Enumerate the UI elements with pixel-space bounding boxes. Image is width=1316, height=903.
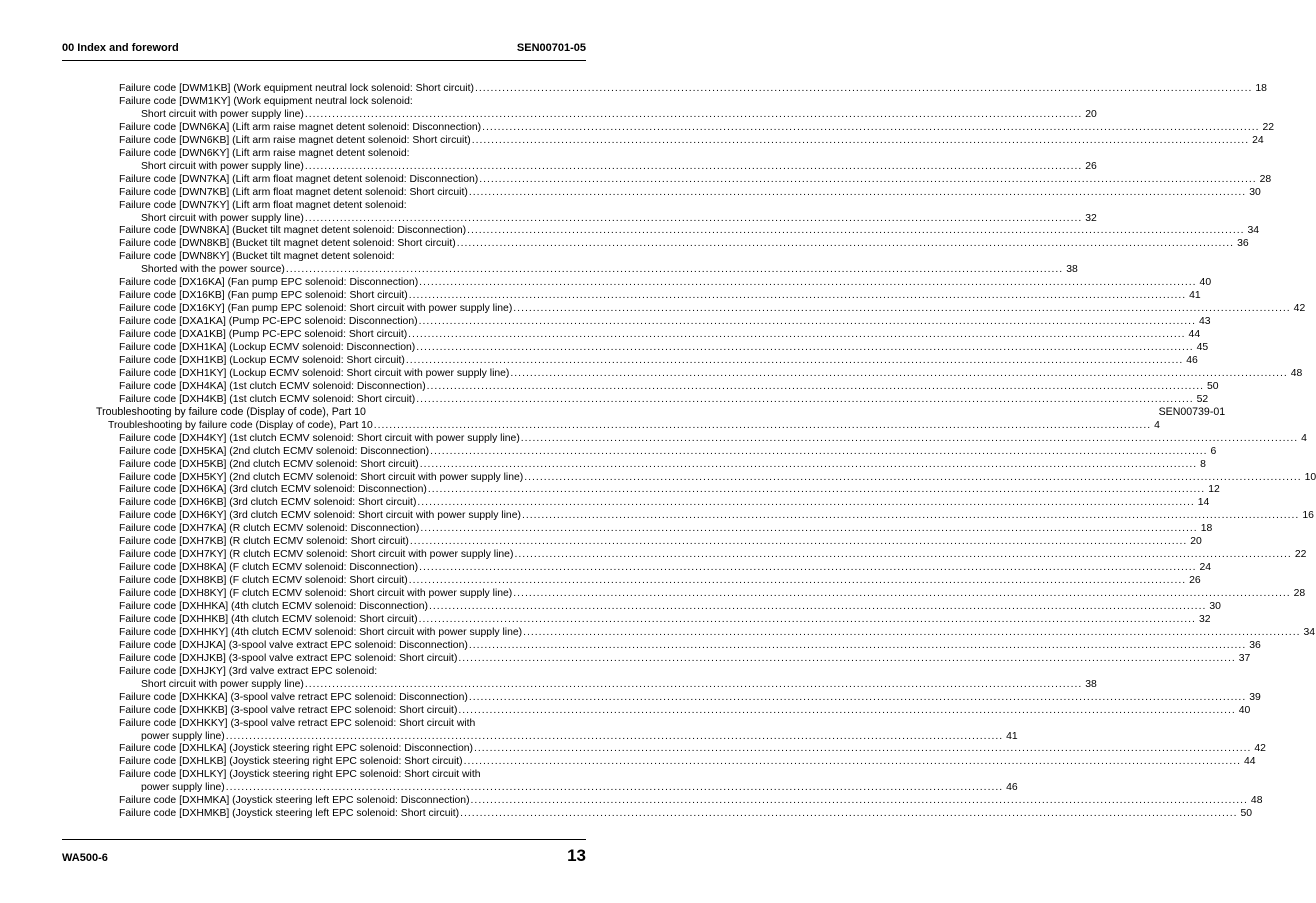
toc-page-number: 28	[1259, 173, 1272, 185]
toc-entry	[141, 263, 1078, 276]
toc-entry	[119, 717, 571, 730]
toc-leader-dots: ........................................................................................................................................................................................................	[405, 354, 1184, 366]
toc-leader-dots: ........................................................................................................................................................................................................	[304, 212, 1083, 224]
toc-leader-dots: ........................................................................................................................................................................................................	[225, 782, 1004, 794]
toc-entry-title: Failure code [DXH8KA] (F clutch ECMV solenoid: Disconnection)	[119, 562, 419, 574]
toc-page-number: 44	[1188, 329, 1201, 341]
toc-leader-dots: ........................................................................................................................................................................................................	[408, 290, 1187, 302]
footer-rule	[62, 839, 586, 840]
toc-leader-dots: ........................................................................................................................................................................................................	[474, 83, 1253, 94]
toc-leader-dots: ........................................................................................................................................................................................................	[428, 601, 1207, 612]
toc-entry-title: Failure code [DX16KA] (Fan pump EPC solenoid: Disconnection)	[119, 277, 419, 289]
toc-leader-dots: ........................................................................................................................................................................................................	[463, 756, 1241, 768]
toc-leader-dots: ........................................................................................................................................................................................................	[458, 652, 1236, 664]
toc-page-number: 50	[1207, 380, 1219, 392]
toc-entry	[119, 626, 1316, 639]
toc-page-number: 30	[1209, 601, 1221, 612]
toc-leader-dots: ........................................................................................................................................................................................................	[409, 536, 1188, 548]
toc-leader-dots: ........................................................................................................................................................................................................	[510, 367, 1288, 379]
toc-leader-dots: ........................................................................................................................................................................................................	[514, 549, 1292, 561]
toc-entry-title: Failure code [DXH7KY] (R clutch ECMV solenoid: Short circuit with power supply line)	[119, 549, 514, 561]
toc-leader-dots: ........................................................................................................................................................................................................	[418, 613, 1196, 625]
toc-entry-title: power supply line)	[141, 730, 225, 742]
toc-entry-title: Failure code [DXH8KY] (F clutch ECMV solenoid: Short circuit with power supply line)	[119, 588, 513, 600]
toc-entry	[119, 561, 1212, 574]
toc-entry	[119, 458, 1206, 471]
toc-leader-dots: ........................................................................................................................................................................................................	[521, 510, 1300, 522]
toc-entry-title: Failure code [DWN6KB] (Lift arm raise magnet detent solenoid: Short circuit)	[119, 134, 471, 146]
toc-entry-title: Failure code [DXH5KY] (2nd clutch ECMV solenoid: Short circuit with power supply line)	[119, 471, 524, 483]
toc-entry	[119, 393, 1209, 406]
toc-leader-dots: ........................................................................................................................................................................................................	[304, 678, 1083, 690]
toc-entry-title: Failure code [DXHMKA] (Joystick steering left EPC solenoid: Disconnection)	[119, 795, 470, 807]
toc-entry-title: Failure code [DXHKKA] (3-spool valve retract EPC solenoid: Disconnection)	[119, 691, 468, 703]
toc-entry-title: Failure code [DX16KY] (Fan pump EPC solenoid: Short circuit with power supply line)	[119, 303, 513, 315]
toc-entry-title: Failure code [DWN7KY] (Lift arm float magnet detent solenoid:	[119, 199, 407, 211]
toc-entry	[108, 419, 1160, 432]
footer-model: WA500-6	[62, 852, 108, 864]
toc-entry	[119, 237, 1249, 250]
toc-entry-title: Failure code [DWN6KY] (Lift arm raise magnet detent solenoid:	[119, 147, 410, 159]
toc-page-number: 26	[1189, 575, 1201, 587]
toc-leader-dots: ........................................................................................................................................................................................................	[416, 393, 1194, 405]
toc-entry-title: Failure code [DXHKKY] (3-spool valve retract EPC solenoid: Short circuit with	[119, 717, 476, 729]
toc-entry-title: Failure code [DXH6KB] (3rd clutch ECMV solenoid: Short circuit)	[119, 497, 417, 509]
toc-leader-dots: ........................................................................................................................................................................................................	[482, 121, 1260, 133]
toc-entry	[119, 289, 1201, 302]
toc-leader-dots: ........................................................................................................................................................................................................	[304, 160, 1083, 172]
toc-entry	[119, 432, 1307, 445]
toc-page-number: 46	[1186, 354, 1198, 366]
toc-leader-dots: ........................................................................................................................................................................................................	[416, 342, 1194, 353]
toc-leader-dots: ........................................................................................................................................................................................................	[373, 419, 1152, 431]
toc-leader-dots: ........................................................................................................................................................................................................	[456, 238, 1235, 250]
toc-page-number: 26	[1085, 160, 1097, 172]
toc-leader-dots: ........................................................................................................................................................................................................	[479, 173, 1257, 185]
toc-leader-dots: ........................................................................................................................................................................................................	[523, 626, 1301, 638]
toc-page-number: 39	[1249, 691, 1261, 703]
toc-page-number: 36	[1249, 639, 1261, 651]
toc-entry-title: Failure code [DXHHKB] (4th clutch ECMV solenoid: Short circuit)	[119, 613, 418, 625]
toc-entry-title: Shorted with the power source)	[141, 264, 285, 276]
toc-entry-title: Short circuit with power supply line)	[141, 160, 304, 172]
toc-page-number: 30	[1249, 186, 1261, 198]
toc-entry-title: Failure code [DXHHKY] (4th clutch ECMV solenoid: Short circuit with power supply line)	[119, 626, 523, 638]
toc-page-number: 42	[1293, 303, 1306, 315]
toc-entry-title: Failure code [DWN8KB] (Bucket tilt magnet detent solenoid: Short circuit)	[119, 238, 456, 250]
toc-entry	[119, 134, 1264, 147]
toc-entry	[119, 639, 1261, 652]
toc-leader-dots: ........................................................................................................................................................................................................	[520, 432, 1299, 444]
toc-entry-title: Failure code [DXH8KB] (F clutch ECMV solenoid: Short circuit)	[119, 575, 408, 587]
toc-entry	[119, 224, 1260, 237]
toc-entry-title: Failure code [DXHKKB] (3-spool valve retract EPC solenoid: Short circuit)	[119, 704, 458, 716]
toc-page-number: 22	[1294, 549, 1307, 561]
toc-entry-title: Short circuit with power supply line)	[141, 212, 304, 224]
header-section-title: 00 Index and foreword	[62, 42, 179, 54]
toc-entry-title: Failure code [DXHLKB] (Joystick steering right EPC solenoid: Short circuit)	[119, 756, 463, 768]
toc-entry	[119, 147, 571, 160]
toc-entry	[119, 173, 1272, 186]
toc-entry	[119, 535, 1202, 548]
toc-page-number: 32	[1198, 613, 1211, 625]
toc-entry-title: Short circuit with power supply line)	[141, 678, 304, 690]
toc-page-number: 36	[1237, 238, 1249, 250]
toc-entry	[119, 807, 1253, 820]
toc-entry-title: Failure code [DXH1KB] (Lockup ECMV solenoid: Short circuit)	[119, 354, 405, 366]
toc-page-number: 38	[1085, 678, 1097, 690]
toc-entry	[119, 95, 571, 108]
toc-page-number: 12	[1208, 484, 1220, 496]
toc-leader-dots: ........................................................................................................................................................................................................	[225, 730, 1004, 742]
toc-leader-dots: ........................................................................................................................................................................................................	[417, 497, 1195, 509]
toc-leader-dots: ........................................................................................................................................................................................................	[430, 445, 1208, 457]
toc-page-number: 37	[1238, 652, 1251, 664]
toc-page-number: 8	[1200, 458, 1206, 470]
toc-entry	[119, 445, 1217, 458]
toc-leader-dots: ........................................................................................................................................................................................................	[419, 277, 1197, 289]
toc-page-number: 34	[1247, 225, 1260, 237]
toc-entry	[141, 212, 1097, 225]
toc-entry-title: Failure code [DXHJKA] (3-spool valve extract EPC solenoid: Disconnection)	[119, 639, 468, 651]
toc-entry	[119, 276, 1212, 289]
toc-entry	[119, 691, 1261, 704]
toc-entry-title: Failure code [DXH4KY] (1st clutch ECMV solenoid: Short circuit with power supply line)	[119, 432, 520, 444]
toc-leader-dots: ........................................................................................................................................................................................................	[426, 380, 1205, 392]
toc-entry	[119, 186, 1261, 199]
toc-entry	[119, 483, 1220, 496]
toc-entry	[119, 367, 1303, 380]
toc-entry	[141, 108, 1097, 121]
toc-entry	[119, 380, 1219, 393]
toc-part-heading	[96, 405, 1226, 419]
page-number: 13	[567, 846, 586, 865]
toc-entry-title: Failure code [DXH7KB] (R clutch ECMV solenoid: Short circuit)	[119, 536, 409, 548]
toc-entry	[119, 665, 571, 678]
toc-entry	[119, 509, 1314, 522]
toc-page-number: 48	[1250, 795, 1263, 807]
toc-page-number: 43	[1198, 316, 1211, 328]
toc-entry	[119, 121, 1275, 134]
toc-entry-title: Failure code [DXH6KA] (3rd clutch ECMV solenoid: Disconnection)	[119, 484, 427, 496]
toc-leader-dots: ........................................................................................................................................................................................................	[460, 808, 1238, 820]
toc-page-number: 4	[1301, 432, 1307, 444]
toc-entry	[119, 794, 1263, 807]
toc-entry-title: Failure code [DXA1KA] (Pump PC-EPC solenoid: Disconnection)	[119, 316, 418, 328]
toc-page-number: 28	[1293, 588, 1306, 600]
toc-entry-title: Failure code [DXHLKY] (Joystick steering right EPC solenoid: Short circuit with	[119, 769, 481, 781]
toc-entry	[141, 730, 1018, 743]
toc-entry-title: Failure code [DXHJKY] (3rd valve extract EPC solenoid:	[119, 665, 378, 677]
toc-leader-dots: ........................................................................................................................................................................................................	[285, 264, 1064, 276]
toc-leader-dots: ........................................................................................................................................................................................................	[468, 639, 1247, 651]
toc-entry	[119, 548, 1307, 561]
toc-page-number: 18	[1255, 83, 1267, 94]
toc-entry-title: Failure code [DXA1KB] (Pump PC-EPC solenoid: Short circuit)	[119, 329, 408, 341]
toc-page-number: 34	[1303, 626, 1316, 638]
toc-page-number: 32	[1085, 212, 1097, 224]
toc-entry-title: Failure code [DWM1KY] (Work equipment neutral lock solenoid:	[119, 95, 413, 107]
toc-page-number: 14	[1197, 497, 1210, 509]
toc-entry-title: Failure code [DXH4KA] (1st clutch ECMV solenoid: Disconnection)	[119, 380, 426, 392]
toc-entry	[141, 160, 1097, 173]
toc-entry-title: Failure code [DWN6KA] (Lift arm raise magnet detent solenoid: Disconnection)	[119, 121, 482, 133]
header-document-number: SEN00701-05	[516, 42, 586, 54]
toc-leader-dots: ........................................................................................................................................................................................................	[471, 134, 1250, 146]
toc-entry-title: Failure code [DXHJKB] (3-spool valve extract EPC solenoid: Short circuit)	[119, 652, 458, 664]
toc-entry	[119, 522, 1213, 535]
toc-entry	[119, 328, 1201, 341]
toc-page-number: 40	[1238, 704, 1251, 716]
toc-page-number: 4	[1154, 419, 1160, 431]
toc-entry	[119, 250, 571, 263]
toc-leader-dots: ........................................................................................................................................................................................................	[304, 108, 1083, 120]
toc-entry-title: Failure code [DXH4KB] (1st clutch ECMV solenoid: Short circuit)	[119, 393, 416, 405]
toc-entry-title: Short circuit with power supply line)	[141, 108, 304, 120]
toc-entry	[119, 587, 1306, 600]
toc-entry	[119, 315, 1211, 328]
toc-entry	[119, 704, 1251, 717]
toc-page-number: 41	[1189, 290, 1201, 302]
toc-leader-dots: ........................................................................................................................................................................................................	[468, 691, 1247, 703]
toc-entry-title: Troubleshooting by failure code (Display of code), Part 10	[108, 419, 373, 431]
toc-entry-title: Failure code [DWN8KA] (Bucket tilt magnet detent solenoid: Disconnection)	[119, 225, 467, 237]
toc-entry-title: Failure code [DXH5KB] (2nd clutch ECMV solenoid: Short circuit)	[119, 458, 419, 470]
toc-entry-title: Failure code [DWN7KB] (Lift arm float magnet detent solenoid: Short circuit)	[119, 186, 468, 198]
toc-entry-title: Failure code [DXHHKA] (4th clutch ECMV solenoid: Disconnection)	[119, 601, 428, 612]
toc-entry-title: Failure code [DXHMKB] (Joystick steering left EPC solenoid: Short circuit)	[119, 808, 460, 820]
toc-page-number: 38	[1066, 264, 1078, 276]
toc-leader-dots: ........................................................................................................................................................................................................	[419, 562, 1197, 574]
toc-entry-title: Failure code [DXH1KA] (Lockup ECMV solenoid: Disconnection)	[119, 342, 416, 353]
header-rule	[62, 60, 586, 61]
toc-entry-title: Troubleshooting by failure code (Display of code), Part 10	[96, 405, 366, 418]
toc-entry-title: Failure code [DXHLKA] (Joystick steering right EPC solenoid: Disconnection)	[119, 743, 474, 755]
toc-page-number: 10	[1304, 471, 1316, 483]
toc-entry	[119, 755, 1256, 768]
toc-leader-dots: ........................................................................................................................................................................................................	[408, 575, 1187, 587]
toc-leader-dots: ........................................................................................................................................................................................................	[468, 186, 1247, 198]
toc-entry	[119, 600, 1221, 613]
toc-page-number: 46	[1006, 782, 1018, 794]
toc-page-number: 50	[1240, 808, 1253, 820]
toc-page-number: 24	[1199, 562, 1212, 574]
toc-entry	[119, 742, 1266, 755]
toc-entry	[119, 574, 1201, 587]
toc-entry	[119, 82, 1267, 95]
toc-entry-title: Failure code [DXH5KA] (2nd clutch ECMV solenoid: Disconnection)	[119, 445, 430, 457]
toc-entry	[119, 471, 1316, 484]
toc-page-number: 20	[1190, 536, 1202, 548]
toc-entry	[119, 302, 1306, 315]
toc-entry-title: Failure code [DX16KB] (Fan pump EPC solenoid: Short circuit)	[119, 290, 408, 302]
toc-entry-title: Failure code [DXH6KY] (3rd clutch ECMV solenoid: Short circuit with power supply line)	[119, 510, 521, 522]
toc-leader-dots: ........................................................................................................................................................................................................	[418, 316, 1196, 328]
toc-leader-dots: ........................................................................................................................................................................................................	[513, 303, 1291, 315]
toc-page-number: 44	[1243, 756, 1256, 768]
toc-entry-title: Failure code [DWM1KB] (Work equipment neutral lock solenoid: Short circuit)	[119, 83, 474, 94]
toc-entry-title: Failure code [DWN8KY] (Bucket tilt magnet detent solenoid:	[119, 251, 395, 263]
toc-entry	[119, 768, 571, 781]
toc-page-number: 41	[1006, 730, 1018, 742]
toc-entry	[119, 354, 1198, 367]
toc-page-number: 22	[1262, 121, 1275, 133]
toc-leader-dots: ........................................................................................................................................................................................................	[467, 225, 1245, 237]
toc-leader-dots: ........................................................................................................................................................................................................	[419, 458, 1198, 470]
toc-entry	[119, 341, 1209, 354]
toc-page-number: 18	[1200, 523, 1213, 535]
toc-page-number: 45	[1196, 342, 1209, 353]
toc-leader-dots: ........................................................................................................................................................................................................	[474, 743, 1252, 755]
toc-page-number: 20	[1085, 108, 1097, 120]
toc-entry	[119, 613, 1211, 626]
toc-entry-title: Failure code [DXH1KY] (Lockup ECMV solenoid: Short circuit with power supply line)	[119, 367, 510, 379]
toc-entry-title: power supply line)	[141, 782, 225, 794]
toc-entry	[119, 652, 1251, 665]
toc-entry-title: Failure code [DXH7KA] (R clutch ECMV solenoid: Disconnection)	[119, 523, 420, 535]
toc-entry	[141, 678, 1097, 691]
toc-page-number: 6	[1210, 445, 1217, 457]
toc-page-number: 48	[1290, 367, 1303, 379]
toc-page-number: 16	[1302, 510, 1314, 522]
toc-leader-dots: ........................................................................................................................................................................................................	[408, 329, 1186, 341]
toc-entry	[119, 496, 1210, 509]
toc-page-number: 42	[1254, 743, 1266, 755]
toc-leader-dots: ........................................................................................................................................................................................................	[524, 471, 1302, 483]
toc-leader-dots: ........................................................................................................................................................................................................	[513, 588, 1291, 600]
toc-part-doc-number: SEN00739-01	[1158, 405, 1226, 418]
toc-page-number: 24	[1252, 134, 1264, 146]
toc-entry	[141, 781, 1018, 794]
toc-leader-dots: ........................................................................................................................................................................................................	[427, 484, 1206, 496]
toc-leader-dots: ........................................................................................................................................................................................................	[458, 704, 1236, 716]
toc-page-number: 40	[1199, 277, 1212, 289]
toc-entry-title: Failure code [DWN7KA] (Lift arm float magnet detent solenoid: Disconnection)	[119, 173, 479, 185]
toc-leader-dots: ........................................................................................................................................................................................................	[420, 523, 1198, 535]
toc-page-number: 52	[1196, 393, 1209, 405]
toc-entry	[119, 199, 571, 212]
toc-leader-dots: ........................................................................................................................................................................................................	[470, 795, 1248, 807]
